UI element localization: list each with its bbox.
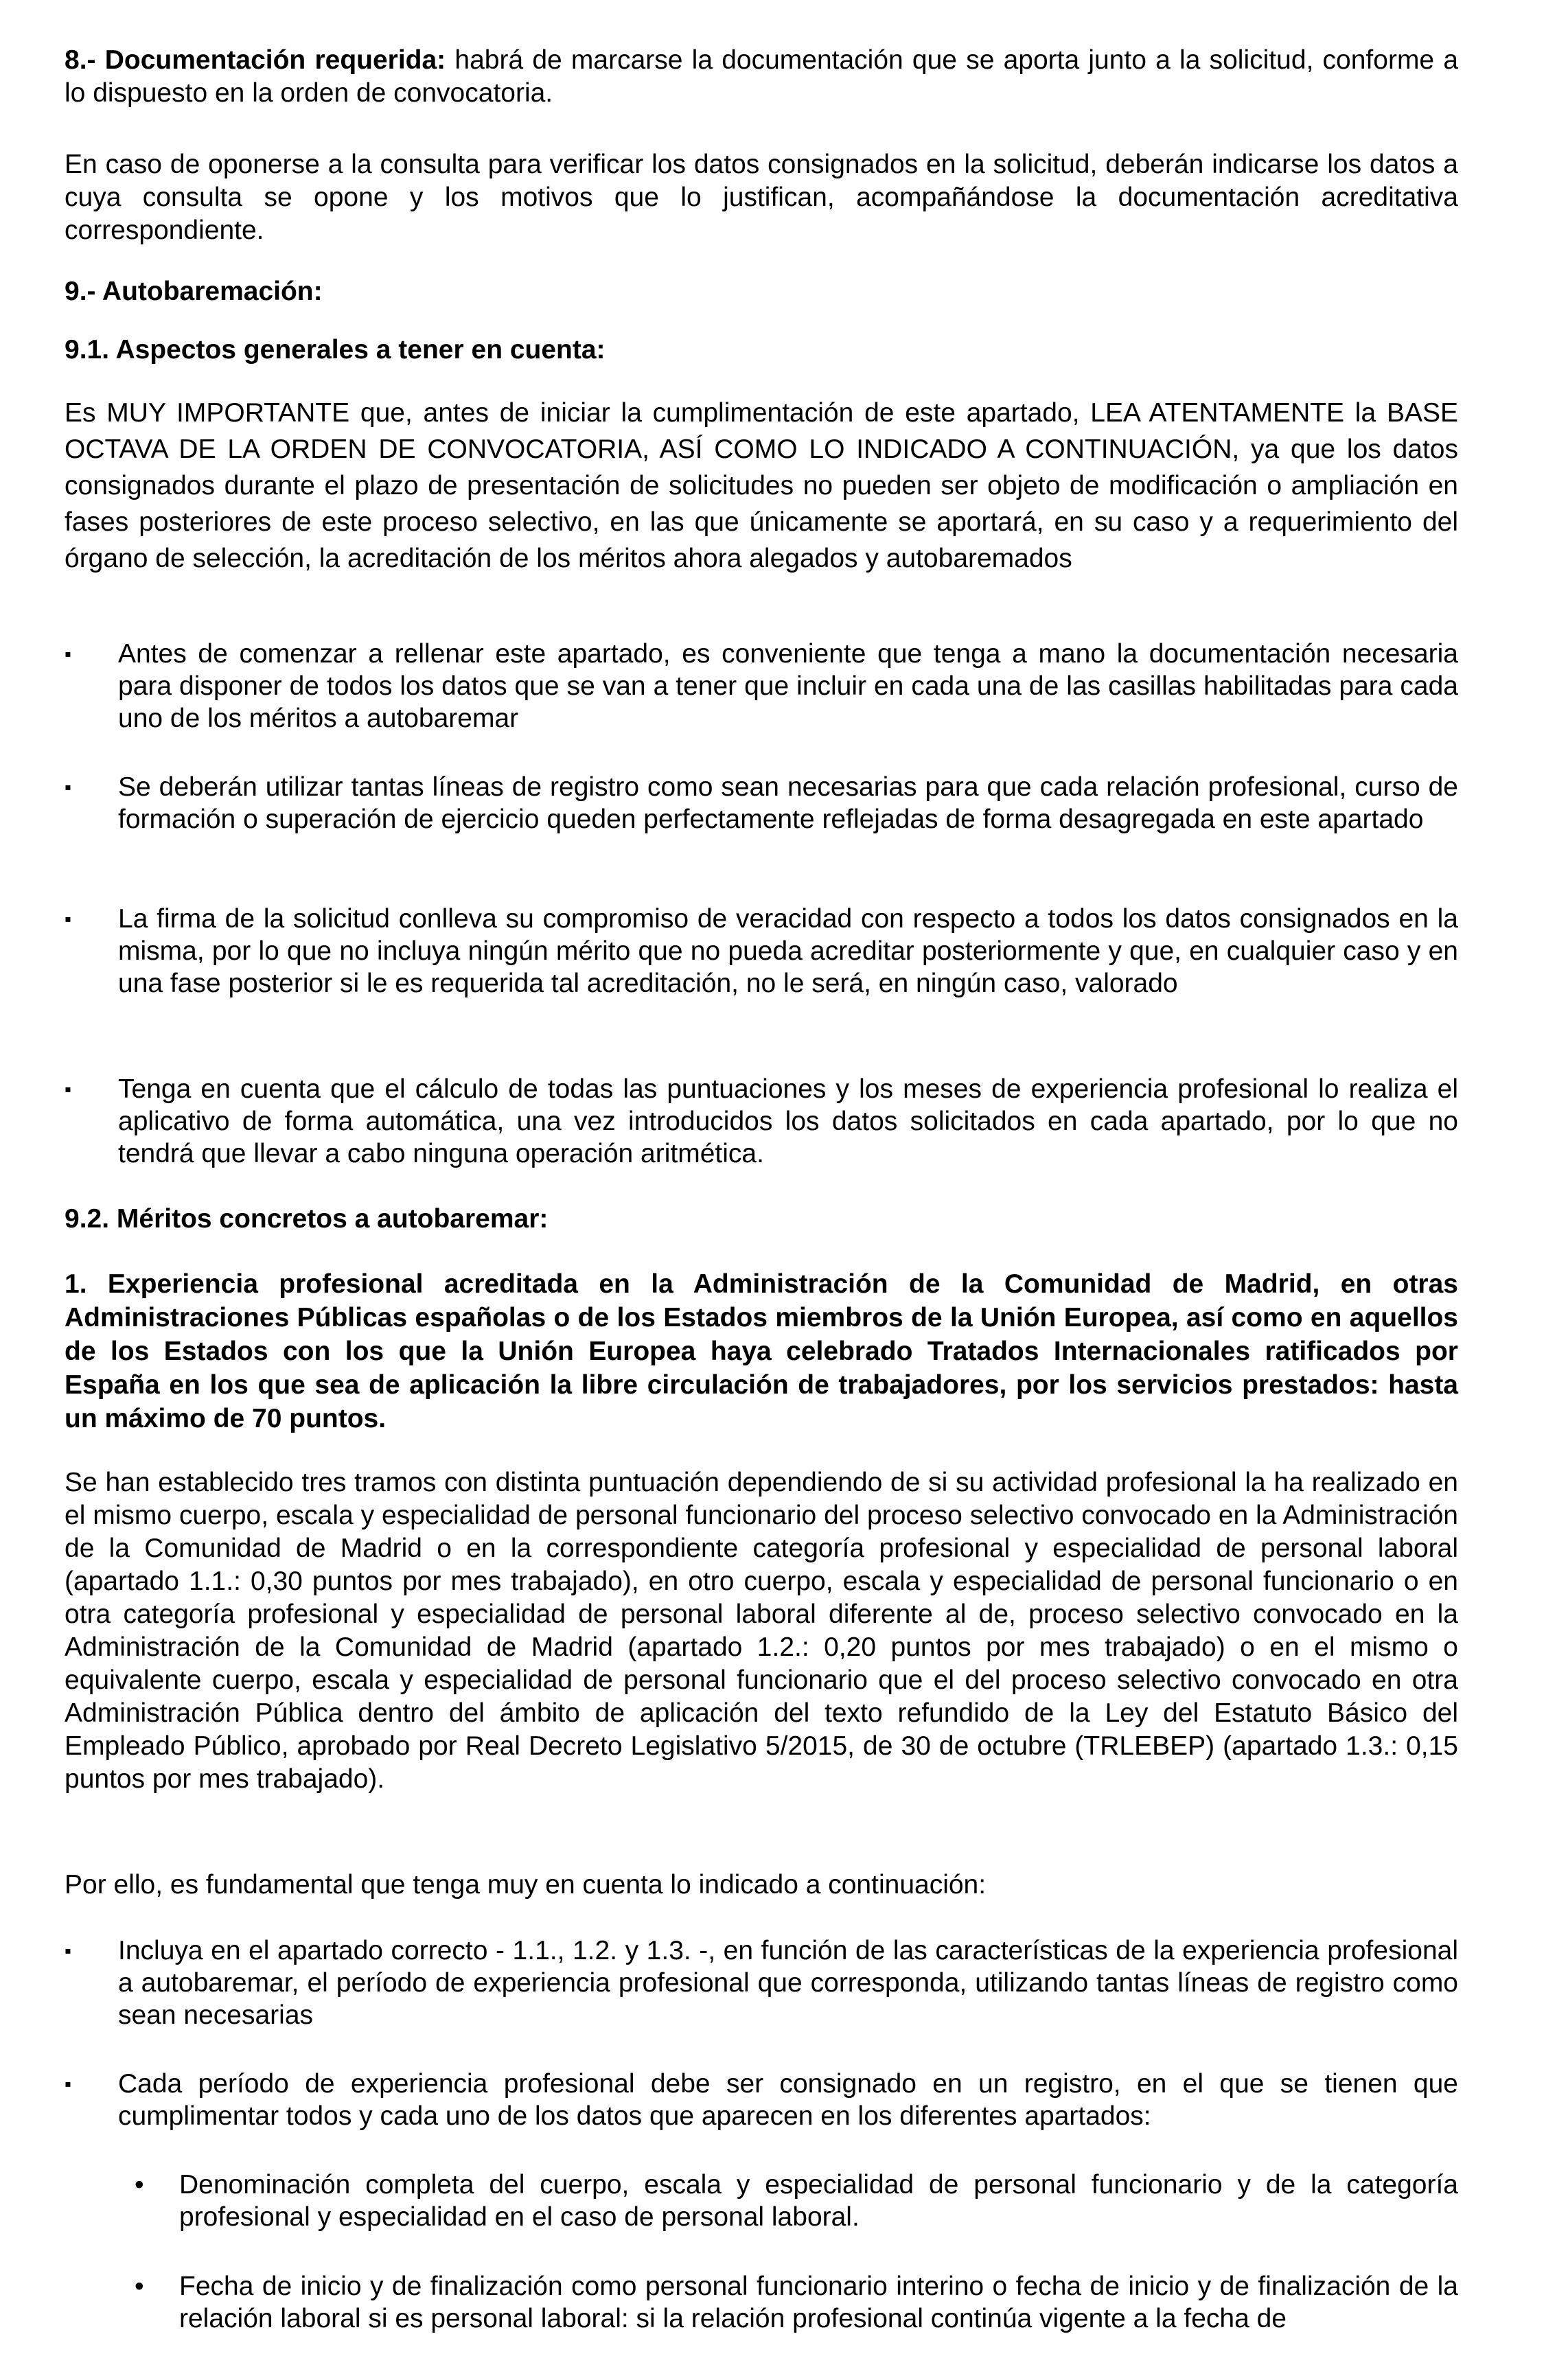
square-bullet-icon: ▪ [65,1940,71,1961]
square-bullet-icon: ▪ [65,776,71,798]
list-item: Se deberán utilizar tantas líneas de registro como sean necesarias para que cada relación profesional, curso de formación o superación de ejercicio queden perfectamente reflejadas de forma desagregada en este apartado [118,772,1458,834]
section-8-heading: 8.- Documentación requerida: [65,45,446,75]
dot-bullet-icon: • [135,2272,144,2301]
square-bullet-icon: ▪ [65,908,71,930]
list-item: Antes de comenzar a rellenar este apartado, es conveniente que tenga a mano la documentación necesaria para disponer de todos los datos que se van a tener que incluir en cada una de las casillas habilitadas para cada uno de los méritos a autobaremar [118,639,1458,733]
por-ello-text: Por ello, es fundamental que tenga muy en cuenta lo indicado a continuación: [65,1870,987,1900]
sub-list-item: Fecha de inicio y de finalización como personal funcionario interino o fecha de inicio y de finalización de la relación laboral si es personal laboral: si la relación profesional continúa vigente a la fecha de [179,2272,1458,2333]
section-9-1-heading: 9.1. Aspectos generales a tener en cuenta: [65,335,606,365]
section-8-text: habrá de marcarse la documentación que se aporta junto a la solicitud, conforme a lo dispuesto en la orden de convocatoria. [65,45,1459,108]
list-item: La firma de la solicitud conlleva su compromiso de veracidad con respecto a todos los datos consignados en la misma, por lo que no incluya ningún mérito que no pueda acreditar posteriormente y que, en cualquier caso y en una fase posterior si le es requerida tal acreditación, no le será, en ningún caso, valorado [118,904,1458,998]
list-item: Tenga en cuenta que el cálculo de todas las puntuaciones y los meses de experiencia profesional lo realiza el aplicativo de forma automática, una vez introducidos los datos solicitados en cada apartado, por lo que no tendrá que llevar a cabo ninguna operación aritmética. [118,1074,1458,1168]
section-9-1-intro: Es MUY IMPORTANTE que, antes de iniciar la cumplimentación de este apartado, LEA ATENTAMENTE la BASE OCTAVA DE LA ORDEN DE CONVOCATORIA, ASÍ COMO LO INDICADO A CONTINUACIÓN, ya que los datos consignados durante el plazo de presentación de solicitudes no pueden ser objeto de modificación o ampliación en fases posteriores de este proceso selectivo, en las que únicamente se aportará, en su caso y a requerimiento del órgano de selección, la acreditación de los méritos ahora alegados y autobaremados [65,398,1458,573]
section-9-heading: 9.- Autobaremación: [65,277,323,306]
square-bullet-icon: ▪ [65,2073,71,2094]
list-item: Incluya en el apartado correcto - 1.1., 1.2. y 1.3. -, en función de las características de la experiencia profesional a autobaremar, el período de experiencia profesional que corresponda, utilizando tantas líneas de registro como sean necesarias [118,1936,1458,2030]
sub-list-item: Denominación completa del cuerpo, escala y especialidad de personal funcionario y de la categoría profesional y especialidad en el caso de personal laboral. [179,2170,1458,2232]
dot-bullet-icon: • [135,2170,144,2200]
list-item: Cada período de experiencia profesional debe ser consignado en un registro, en el que se tienen que cumplimentar todos y cada uno de los datos que aparecen en los diferentes apartados: [118,2069,1458,2131]
square-bullet-icon: ▪ [65,643,71,665]
section-9-2-heading: 9.2. Méritos concretos a autobaremar: [65,1204,549,1234]
square-bullet-icon: ▪ [65,1078,71,1100]
section-8-paragraph-2: En caso de oponerse a la consulta para verificar los datos consignados en la solicitud, deberán indicarse los datos a cuya consulta se opone y los motivos que lo justifican, acompañándose la documentación acreditativa correspondiente. [65,150,1458,245]
merit-1-text: Se han establecido tres tramos con distinta puntuación dependiendo de si su actividad profesional la ha realizado en el mismo cuerpo, escala y especialidad de personal funcionario del proceso selectivo convocado en la Administración de la Comunidad de Madrid o en la correspondiente categoría profesional y especialidad de personal laboral (apartado 1.1.: 0,30 puntos por mes trabajado), en otro cuerpo, escala y especialidad de personal funcionario o en otra categoría profesional y especialidad de personal laboral diferente al de, proceso selectivo convocado en la Administración de la Comunidad de Madrid (apartado 1.2.: 0,20 puntos por mes trabajado) o en el mismo o equivalente cuerpo, escala y especialidad de personal funcionario que el del proceso selectivo convocado en otra Administración Pública dentro del ámbito de aplicación del texto refundido de la Ley del Estatuto Básico del Empleado Público, aprobado por Real Decreto Legislativo 5/2015, de 30 de octubre (TRLEBEP) (apartado 1.3.: 0,15 puntos por mes trabajado). [65,1468,1458,1794]
section-8-paragraph [65,44,1458,110]
merit-1-heading: 1. Experiencia profesional acreditada en la Administración de la Comunidad de Madrid, en otras Administraciones Públicas españolas o de los Estados miembros de la Unión Europea, así como en aquellos de los Estados con los que la Unión Europea haya celebrado Tratados Internacionales ratificados por España en los que sea de aplicación la libre circulación de trabajadores, por los servicios prestados: hasta un máximo de 70 puntos. [65,1269,1458,1433]
